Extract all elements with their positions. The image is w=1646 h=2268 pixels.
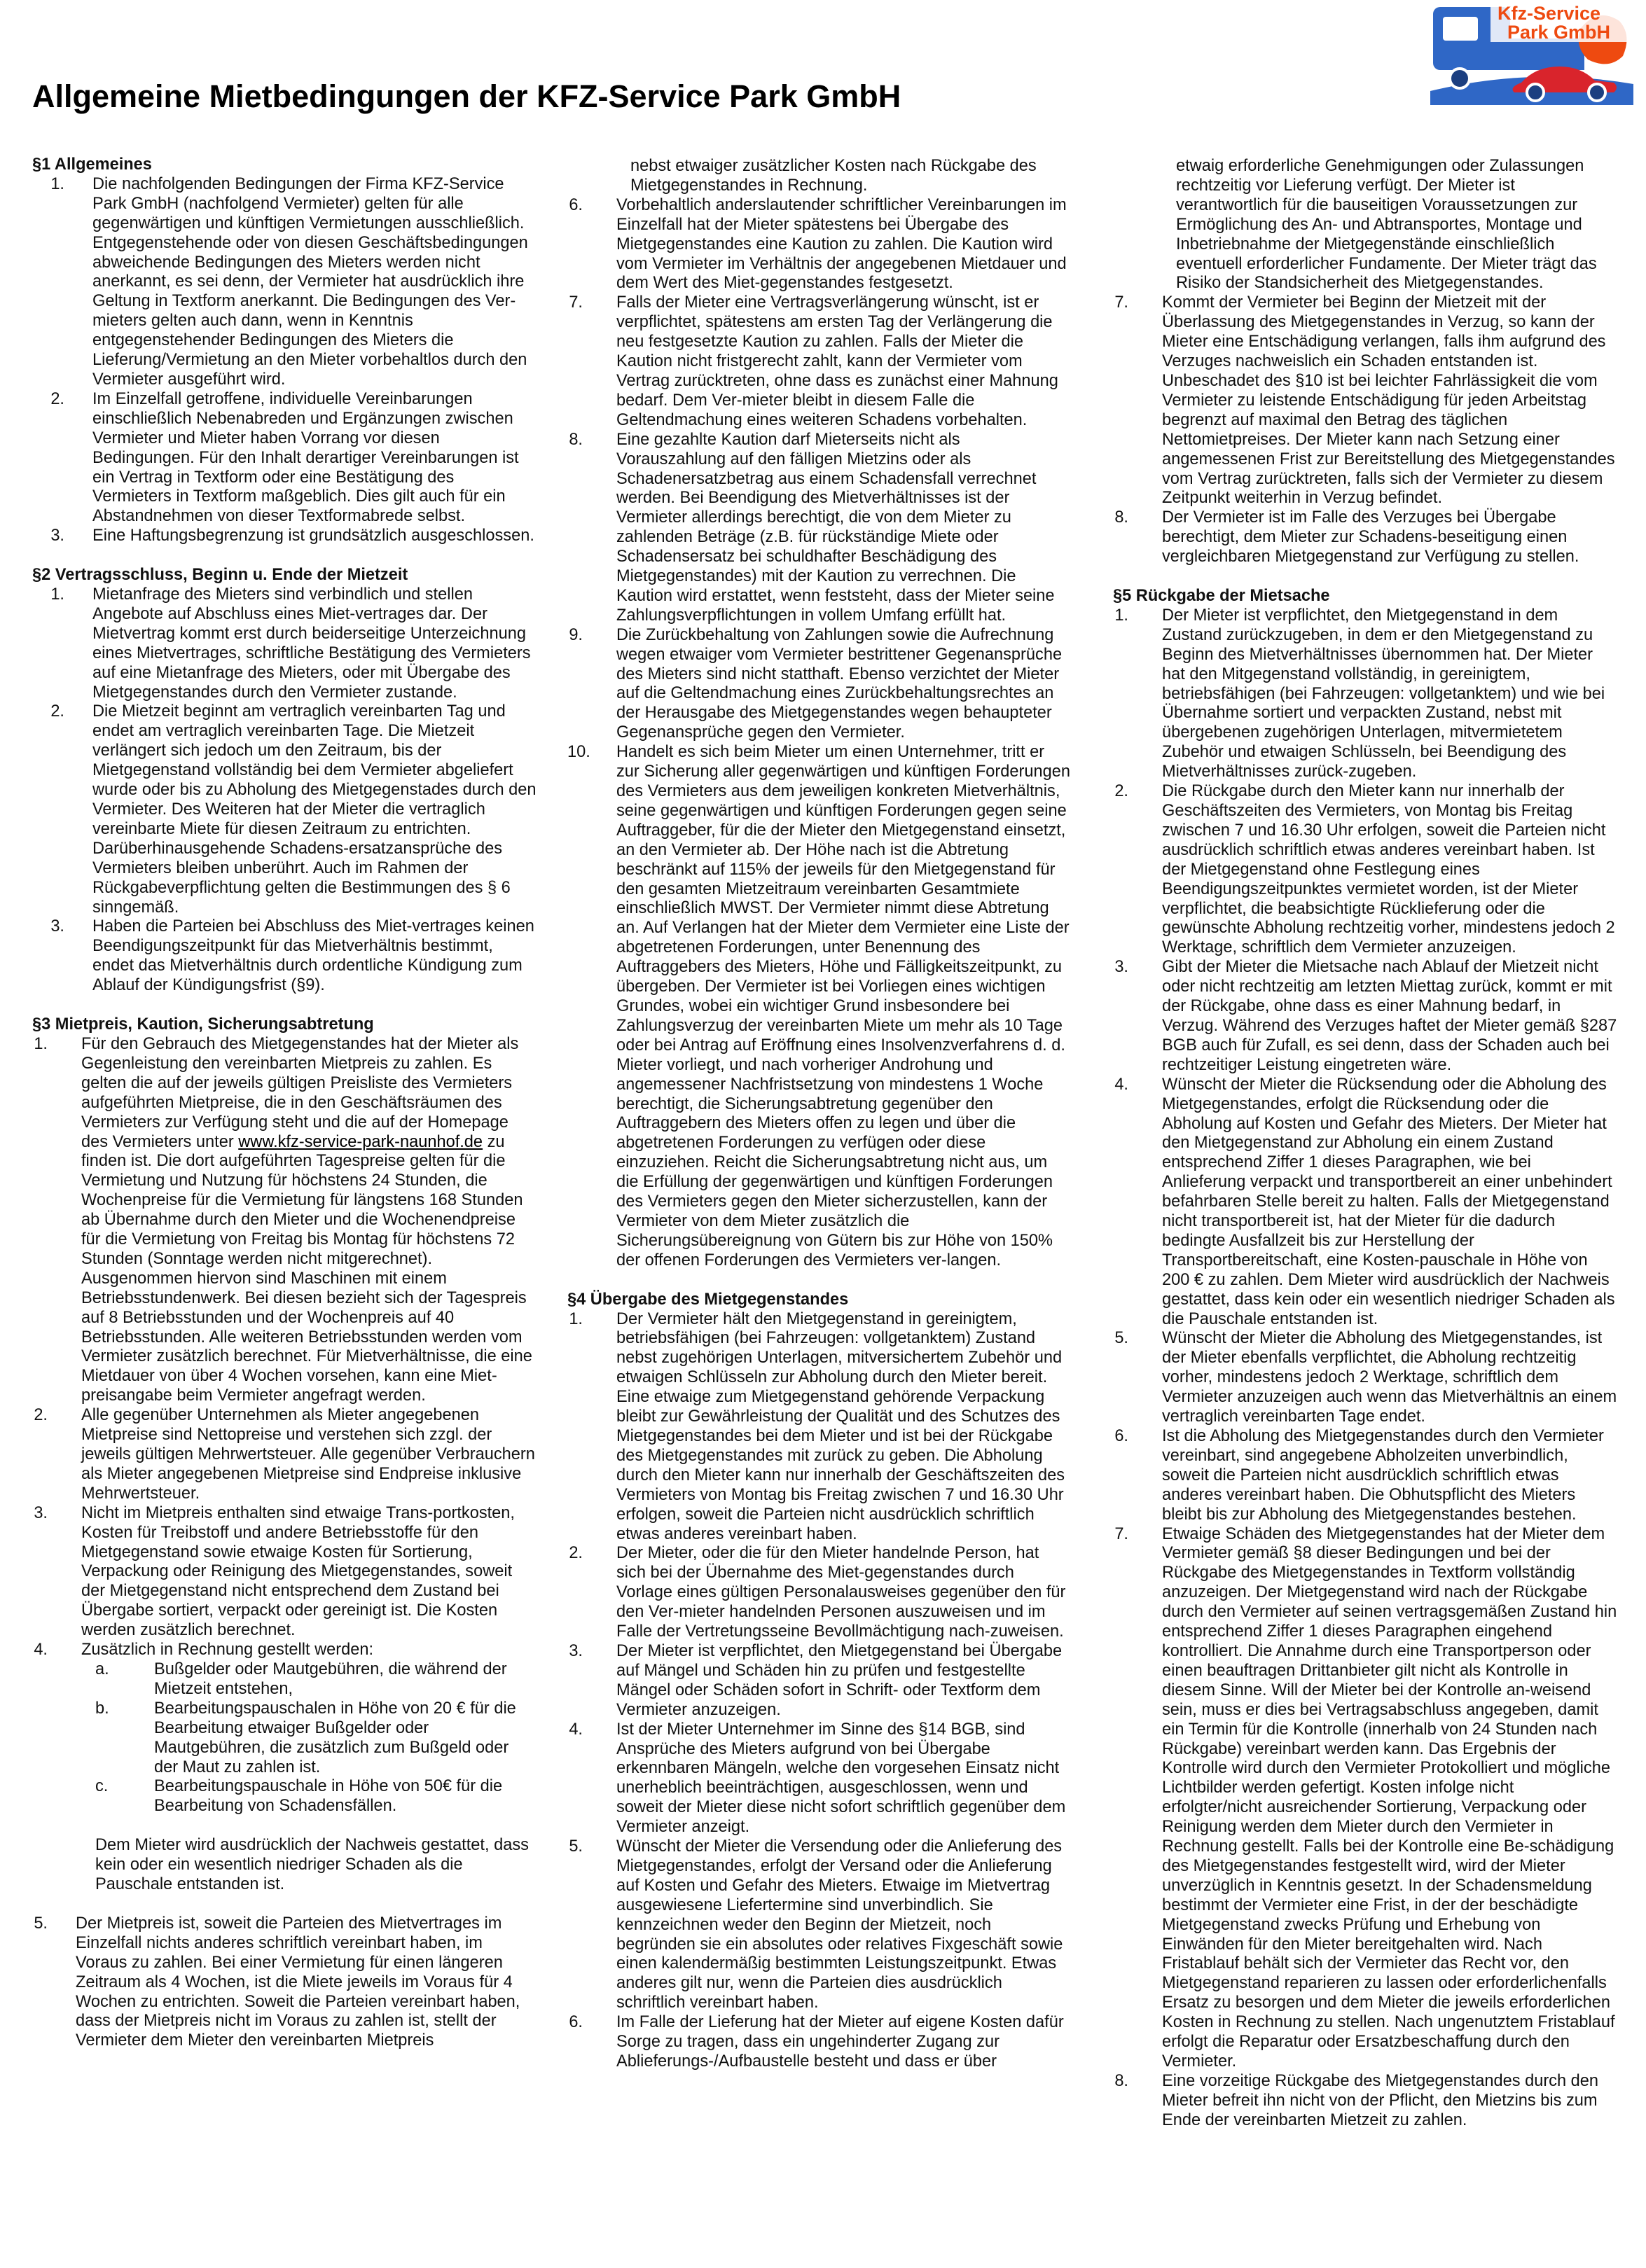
item-text: Die Rückgabe durch den Mieter kann nur innerhalb der Geschäftszeiten des Vermieters, von Montag bis Freitag zwischen 7 und 16.30 Uhr erfolgen, soweit die Parteien nicht ausdrücklich schriftlich etwas anderes vereinbart haben. Ist der Mietgegenstand ohne Festlegung eines Beendigungszeitpunktes vermietet worden, ist der Mieter verpflichtet, die beabsichtigte Rücklieferung oder die gewünschte Abholung rechtzeitig vorher, mindestens jedoch 2 Werktage, schriftlich dem Vermieter anzuzeigen. [1162, 782, 1615, 957]
item-number: 1. [569, 1309, 583, 1328]
section-3-item-5 [32, 1914, 537, 2051]
section-3-item-3 [32, 1504, 537, 1641]
item-number: 6. [569, 195, 583, 214]
item-number: 8. [1114, 508, 1128, 527]
item-text: Die Mietzeit beginnt am vertraglich vereinbarten Tag und endet am vertraglich vereinbarten Tage. Die Mietzeit verlängert sich jedoch um den Zeitraum, bis der Mietgegenstand vollständig bei dem Vermieter abgeliefert wurde oder bis zu Abholung des Mietgegenstades durch den Vermieter. Des Weiteren hat der Mieter die vertraglich vereinbarte Miete für diesen Zeitraum zu entrichten. Darüberhinausgehende Schadens-ersatzansprüche des Vermieters bleiben unberührt. Auch im Rahmen der Rückgabeverpflichtung gelten die Bestimmungen des § 6 sinngemäß. [92, 702, 537, 917]
item-number: 3. [50, 917, 64, 936]
section-5-item-1 [1113, 606, 1617, 782]
section-4-item-1 [567, 1310, 1072, 1545]
item-number: 5. [34, 1914, 48, 1933]
spacer [567, 1271, 1072, 1290]
item-text: Falls der Mieter eine Vertragsverlängerung wünscht, ist er verpflichtet, spätestens am ersten Tag der Verlängerung die neu festgesetzte Kaution zu zahlen. Falls der Mieter die Kaution nicht fristgerecht zahlt, kann der Vermieter vom Vertrag zurücktreten, ohne dass es zunächst einer Mahnung bedarf. Dem Ver-mieter bleibt in diesem Falle die Geltendmachung eines weiteren Schadens vorbehalten. [616, 293, 1058, 429]
section-3-item-4 [32, 1641, 537, 1660]
item-text: Zusätzlich in Rechnung gestellt werden: [81, 1641, 374, 1660]
item-number: 4. [34, 1641, 48, 1660]
sub-item-letter: b. [95, 1699, 109, 1718]
item-number: 1. [50, 585, 64, 604]
item-number: 3. [1114, 958, 1128, 977]
item-text: Der Vermieter hält den Mietgegenstand in gereinigtem, betriebsfähigen (bei Fahrzeugen: vollgetanktem) Zustand nebst zugehörigen Unterlagen, mitversichertem Zubehör und etwaigen Schlüsseln zur Abholung durch den Mieter bereit. Eine etwaige zum Mietgegenstand gehörende Verpackung bleibt zur Gewährleistung der Qualität und des Schutzes des Mietgegenstandes bei dem Mieter und ist bei der Rückgabe des Mietgegenstandes mit zurück zu geben. Die Abholung durch den Mieter kann nur innerhalb der Geschäftszeiten des Vermieters von Montag bis Freitag zwischen 7 und 16.30 Uhr erfolgen, soweit die Parteien nicht ausdrücklich schriftlich etwas anderes vereinbart haben. [616, 1309, 1065, 1543]
section-5-item-5 [1113, 1329, 1617, 1427]
item-number: 9. [569, 625, 583, 644]
section-4-item-4 [567, 1720, 1072, 1837]
column-3 [1113, 157, 1617, 2131]
section-3-item-5-continued: nebst etwaiger zusätzlicher Kosten nach Rückgabe des Mietgegenstandes in Rechnung. [630, 157, 1037, 195]
item-number: 4. [569, 1720, 583, 1739]
logo-text-line2: Park GmbH [1507, 22, 1611, 43]
spacer [32, 546, 537, 566]
sub-item-text: Bußgelder oder Mautgebühren, die während der Mietzeit entstehen, [154, 1660, 507, 1698]
item-number: 8. [569, 430, 583, 449]
item-text: Der Mieter ist verpflichtet, den Mietgegenstand in dem Zustand zurückzugeben, in dem er den Mietgegenstand zu Beginn des Mietverhältnisses übernommen hat. Der Mieter hat den Mitgegenstand vollständig, in gereinigtem, betriebsfähigen (bei Fahrzeugen: vollgetanktem) und wie bei Übernahme sortiert und verpackten Zustand, nebst mit übergebenen zugehörigen Unterlagen, mitvermietetem Zubehör und etwaigen Schlüsseln, bei Beendigung des Mietverhältnisses zurück-zugeben. [1162, 606, 1605, 781]
section-5-item-4 [1113, 1076, 1617, 1330]
item-number: 6. [569, 2013, 583, 2032]
item-text-part-1: Für den Gebrauch des Mietgegenstandes hat der Mieter als Gegenleistung den vereinbarten Mietpreis zu zahlen. Es gelten die auf der jeweils gültigen Preisliste des Vermieters aufgeführten Mietpreise, die in den Geschäftsräumen des Vermieters zur Verfügung steht und die auf der Homepage des Vermieters unter [81, 1034, 519, 1151]
section-4 [567, 1290, 1072, 2072]
item-number: 6. [1114, 1427, 1128, 1445]
section-3-item-2 [32, 1406, 537, 1504]
spacer [32, 996, 537, 1015]
section-4-item-2 [567, 1544, 1072, 1642]
logo-wheel-1 [1450, 69, 1469, 88]
item-text: Ist der Mieter Unternehmer im Sinne des §14 BGB, sind Ansprüche des Mieters aufgrund von bei Übergabe erkennbaren Mängeln, welche den vorgesehen Einsatz nicht unerheblich beeinträchtigen, ausgeschlossen, wenn und soweit der Mieter diese nicht sofort schriftlich gegenüber dem Vermieter anzeigt. [616, 1720, 1066, 1837]
section-5-heading: §5 Rückgabe der Mietsache [1113, 587, 1330, 606]
section-3-item-6 [567, 196, 1072, 294]
item-number: 10. [567, 743, 590, 762]
item-number: 4. [1114, 1075, 1128, 1094]
spacer [32, 1816, 537, 1836]
section-3-item-1 [32, 1035, 537, 1406]
item-number: 7. [569, 293, 583, 312]
section-4-item-8 [1113, 508, 1617, 567]
item-text: Handelt es sich beim Mieter um einen Unternehmer, tritt er zur Sicherung aller gegenwärtigen und künftigen Forderungen des Vermieters aus dem jeweiligen konkreten Mietverhältnis, seine gegenwärtigen und künftigen Forderungen gegen seine Auftraggeber, für die der Mieter den Mietgegenstand einsetzt, an den Vermieter ab. Der Höhe nach ist die Abtretung beschränkt auf 115% der jeweils für den Mietgegenstand für den gesamten Mietzeitraum vereinbarten Gesamtmiete einschließlich MWST. Der Vermieter nimmt diese Abtretung an. Auf Verlangen hat der Mieter dem Vermieter eine Liste der abgetretenen Forderungen, unter Benennung des Auftraggebers des Mieters, Höhe und Fälligkeitszeitpunkt, zu übergeben. Der Vermieter ist bei Vorliegen eines wichtigen Grundes, wobei ein wichtiger Grund insbesondere bei Zahlungsverzug der vereinbarten Miete um mehr als 10 Tage oder bei Antrag auf Eröffnung eines Insolvenzverfahrens d. d. Mieter vorliegt, und nach vorheriger Androhung und angemessener Nachfristsetzung von mindestens 1 Woche berechtigt, die Sicherungsabtretung gegenüber den Auftraggebern des Mieters offen zu legen und über die abgetretenen Forderungen zu verfügen oder diese einzuziehen. Reicht die Sicherungsabtretung nicht aus, um die Erfüllung der gegenwärtigen und künftigen Forderungen des Vermieters gegen den Mieter sicherzustellen, kann der Vermieter von dem Mieter zusätzlich die Sicherungsübereignung von Gütern bis zur Höhe von 150% der offenen Forderungen des Vermieters ver-langen. [616, 743, 1070, 1269]
section-2 [32, 566, 537, 996]
section-1-item-2 [32, 390, 537, 527]
section-3-item-4-a [32, 1660, 537, 1699]
item-number: 2. [569, 1544, 583, 1563]
section-5-item-7 [1113, 1525, 1617, 2072]
item-number: 8. [1114, 2071, 1128, 2090]
item-text: Im Einzelfall getroffene, individuelle Vereinbarungen einschließlich Nebenabreden und Ergänzungen zwischen Vermieter und Mieter haben Vorrang vor diesen Bedingungen. Für den Inhalt derartiger Vereinbarungen ist ein Vertrag in Textform oder eine Bestätigung des Vermieters in Textform maßgeblich. Dies gilt auch für ein Abstandnehmen von dieser Textformabrede selbst. [92, 389, 519, 526]
item-number: 2. [50, 389, 64, 408]
item-text: Wünscht der Mieter die Versendung oder die Anlieferung des Mietgegenstandes, erfolgt der Versand oder die Anlieferung auf Kosten und Gefahr des Mieters. Etwaige im Mietvertrag ausgewiesene Liefertermine sind unverbindlich. Sie kennzeichnen weder den Beginn der Mietzeit, noch begründen sie ein absolutes oder relatives Fixgeschäft sowie einen kalendermäßig bestimmten Leistungszeitpunkt. Etwas anderes gilt nur, wenn die Parteien dies ausdrücklich schriftlich vereinbart haben. [616, 1837, 1063, 2012]
item-number: 2. [1114, 782, 1128, 801]
logo-wheel-2 [1527, 84, 1544, 101]
spacer [32, 1895, 537, 1914]
item-number: 1. [34, 1034, 48, 1053]
sub-item-text: Bearbeitungspauschale in Höhe von 50€ für die Bearbeitung von Schadensfällen. [154, 1777, 503, 1816]
section-4-heading: §4 Übergabe des Mietgegenstandes [567, 1290, 849, 1309]
item-text: Wünscht der Mieter die Rücksendung oder die Abholung des Mietgegenstandes, erfolgt die Rücksendung oder die Abholung auf Kosten und Gefahr des Mieters. Der Mieter hat den Mietgegenstand zur Abholung ein einem Zustand entsprechend Ziffer 1 dieses Paragraphen, wie bei Anlieferung verpackt und transportbereit an einer unbehindert befahrbaren Stelle bereit zu halten. Falls der Mietgegenstand nicht transportbereit ist, hat der Mieter für die dadurch bedingte Ausfallzeit bis zur Herstellung der Transportbereitschaft, eine Kosten-pauschale in Höhe von 200 € zu zahlen. Dem Mieter wird ausdrücklich der Nachweis gestattet, dass kein oder ein wesentlich niedriger Schaden als die Pauschale entstanden ist. [1162, 1075, 1615, 1328]
item-number: 5. [569, 1837, 583, 1856]
section-1 [32, 155, 537, 546]
item-text: Nicht im Mietpreis enthalten sind etwaige Trans-portkosten, Kosten für Treibstoff und andere Betriebsstoffe für den Mietgegenstand sowie etwaige Kosten für Sortierung, Verpackung oder Reinigung des Mietgegenstandes, soweit der Mietgegenstand nicht entsprechend dem Zustand bei Übergabe sortiert, verpackt oder gereinigt ist. Die Kosten werden zusätzlich berechnet. [81, 1503, 515, 1640]
logo-text-line1: Kfz-Service [1498, 3, 1601, 24]
item-number: 5. [1114, 1329, 1128, 1348]
item-text-part-2: zu finden ist. Die dort aufgeführten Tagespreise gelten für die Vermietung und Nutzung für höchstens 24 Stunden, die Wochenpreise für die Vermietung für längstens 168 Stunden ab Übernahme durch den Mieter und die Wochenendpreise für die Vermietung von Freitag bis Montag für höchstens 72 Stunden (Sonntage werden nicht mitgerechnet). Ausgenommen hiervon sind Maschinen mit einem Betriebsstundenwerk. Bei diesen bezieht sich der Tagespreis auf 8 Betriebsstunden und der Wochenpreis auf 40 Betriebsstunden. Alle weiteren Betriebsstunden werden vom Vermieter zusätzlich berechnet. Für Mietverhältnisse, die eine Mietdauer von über 4 Wochen vorsehen, kann eine Miet-preisangabe beim Vermieter angefragt werden. [81, 1132, 532, 1405]
item-text: Im Falle der Lieferung hat der Mieter auf eigene Kosten dafür Sorge zu tragen, dass ein ungehinderter Zugang zur Ablieferungs-/Aufbaustelle besteht und dass er über [616, 2013, 1064, 2071]
column-2 [567, 157, 1072, 2072]
section-3 [32, 1015, 537, 2051]
section-5 [1113, 587, 1617, 2131]
section-3-item-7 [567, 293, 1072, 430]
item-text: Mietanfrage des Mieters sind verbindlich und stellen Angebote auf Abschluss eines Miet-vertrages dar. Der Mietvertrag kommt erst durch beiderseitige Unterzeichnung eines Mietvertrages, schriftliche Bestätigung des Vermieters auf eine Mietanfrage des Mieters, oder mit Übergabe des Mietgegenstandes durch den Vermieter zustande. [92, 585, 531, 702]
item-text: Wünscht der Mieter die Abholung des Mietgegenstandes, ist der Mieter ebenfalls verpflichtet, die Abholung rechtzeitig vorher, mindestens jedoch 2 Werktage, schriftlich dem Vermieter anzuzeigen auch wenn das Mietverhältnis an einem vertraglich vereinbarten Tage endet. [1162, 1329, 1617, 1426]
section-4-item-5 [567, 1837, 1072, 2013]
item-number: 7. [1114, 293, 1128, 312]
section-2-item-1 [32, 585, 537, 702]
section-3-heading: §3 Mietpreis, Kaution, Sicherungsabtretung [32, 1015, 374, 1034]
item-number: 7. [1114, 1524, 1128, 1543]
item-text: Die Zurückbehaltung von Zahlungen sowie die Aufrechnung wegen etwaiger vom Vermieter bestrittener Gegenansprüche des Mieters sind nicht statthaft. Ebenso verzichtet der Mieter auf die Geltendmachung eines Zurückbehaltungsrechtes an der Herausgabe des Mietgegenstandes wegen behaupteter Gegenansprüche gegen den Vermieter. [616, 625, 1063, 742]
sub-item-text: Bearbeitungspauschalen in Höhe von 20 € für die Bearbeitung etwaiger Bußgelder oder Mautgebühren, die zusätzlich zum Bußgeld oder der Maut zu zahlen ist. [154, 1699, 516, 1776]
item-number: 3. [569, 1641, 583, 1660]
company-logo [1430, 0, 1633, 105]
item-number: 3. [34, 1503, 48, 1522]
item-text: Vorbehaltlich anderslautender schriftlicher Vereinbarungen im Einzelfall hat der Mieter spätestens bei Übergabe des Mietgegenstandes eine Kaution zu zahlen. Die Kaution wird vom Vermieter im Verhältnis der angegebenen Mietdauer und dem Wert des Miet-gegenstandes festgesetzt. [616, 195, 1067, 293]
item-number: 2. [50, 702, 64, 721]
item-text: Gibt der Mieter die Mietsache nach Ablauf der Mietzeit nicht oder nicht rechtzeitig am letzten Miettag zurück, kommt er mit der Rückgabe, ohne dass es einer Mahnung bedarf, in Verzug. Während des Verzuges haftet der Mieter gemäß §287 BGB auch für Zufall, es sei denn, dass der Schaden auch bei rechtzeitiger Leistung eingetreten wäre. [1162, 958, 1617, 1074]
section-2-item-3 [32, 917, 537, 996]
section-5-item-3 [1113, 958, 1617, 1075]
section-2-heading: §2 Vertragsschluss, Beginn u. Ende der Mietzeit [32, 566, 408, 585]
item-number: 1. [1114, 606, 1128, 625]
item-text: Ist die Abholung des Mietgegenstandes durch den Vermieter vereinbart, sind angegebene Abholzeiten unverbindlich, soweit die Parteien nicht ausdrücklich schriftlich etwas anderes vereinbart haben. Die Obhutspflicht des Mieters bleibt bis zur Abholung des Mietgegenstandes bestehen. [1162, 1427, 1604, 1524]
section-4-item-7 [1113, 293, 1617, 508]
section-3-item-4-c [32, 1777, 537, 1816]
item-text: Kommt der Vermieter bei Beginn der Mietzeit mit der Überlassung des Mietgegenstandes in Verzug, so kann der Mieter eine Entschädigung verlangen, falls ihm aufgrund des Verzuges nachweislich ein Schaden entstanden ist. Unbeschadet des §10 ist bei leichter Fahrlässigkeit die vom Vermieter zu leistende Entschädigung für jeden Arbeitstag begrenzt auf maximal den Betrag des täglichen Nettomietpreises. Der Mieter kann nach Setzung einer angemessenen Frist zur Bereitstellung des Mietgegenstandes vom Vertrag zurücktreten, falls sich der Vermieter zu diesem Zeitpunkt weiterhin in Verzug befindet. [1162, 293, 1615, 508]
item-text: Eine Haftungsbegrenzung ist grundsätzlich ausgeschlossen. [92, 527, 534, 545]
column-1 [32, 155, 537, 2051]
logo-truck-window [1443, 17, 1478, 41]
section-3-item-9 [567, 626, 1072, 743]
homepage-link[interactable]: www.kfz-service-park-naunhof.de [238, 1132, 483, 1151]
section-1-item-3 [32, 527, 537, 546]
item-text [81, 1035, 537, 1406]
document-title: Allgemeine Mietbedingungen der KFZ-Service Park GmbH [32, 78, 901, 114]
logo-truck-bed [1500, 39, 1584, 70]
section-4-item-6-continued: etwaig erforderliche Genehmigungen oder Zulassungen rechtzeitig vor Lieferung verfügt. Der Mieter ist verantwortlich für die bauseitigen Voraussetzungen zur Ermöglichung des An- und Abtransportes, Montage und Inbetriebnahme der Mietgegenstände einschließlich eventuell erforderlicher Fundamente. Der Mieter trägt das Risiko der Standsicherheit des Mietgegenstandes. [1176, 157, 1597, 293]
item-text: Der Mietpreis ist, soweit die Parteien des Mietvertrages im Einzelfall nichts anderes schriftlich vereinbart haben, im Voraus zu zahlen. Bei einer Vermietung für einen längeren Zeitraum als 4 Wochen, ist die Miete jeweils im Voraus für 4 Wochen zu entrichten. Soweit die Parteien vereinbart haben, dass der Mietpreis nicht im Voraus zu zahlen ist, stellt der Vermieter dem Mieter den vereinbarten Mietpreis [76, 1914, 520, 2050]
spacer [1113, 567, 1617, 587]
section-4-item-6 [567, 2013, 1072, 2072]
section-4-item-3 [567, 1642, 1072, 1720]
section-3-item-8 [567, 431, 1072, 626]
section-2-item-2 [32, 702, 537, 917]
item-text: Alle gegenüber Unternehmen als Mieter angegebenen Mietpreise sind Nettopreise und verstehen sich zzgl. der jeweils gültigen Mehrwertsteuer. Alle gegenüber Verbrauchern als Mieter angegebenen Mietpreise sind Endpreise inklusive Mehrwertsteuer. [81, 1406, 535, 1503]
section-3-item-4-b [32, 1699, 537, 1778]
item-number: 1. [50, 174, 64, 193]
item-text: Der Mieter, oder die für den Mieter handelnde Person, hat sich bei der Übernahme des Miet-gegenstandes durch Vorlage eines gültigen Personalausweises gegenüber den für den Ver-mieter handelnden Personen auszuweisen und im Falle der Vertretungsseine Bevollmächtigung nach-zuweisen. [616, 1544, 1066, 1641]
item-text: Haben die Parteien bei Abschluss des Miet-vertrages keinen Beendigungszeitpunkt für das Mietverhältnis bestimmt, endet das Mietverhältnis durch ordentliche Kündigung zum Ablauf der Kündigungsfrist (§9). [92, 917, 534, 995]
section-5-item-6 [1113, 1427, 1617, 1525]
item-text: Die nachfolgenden Bedingungen der Firma KFZ-Service Park GmbH (nachfolgend Vermieter) gelten für alle gegenwärtigen und künftigen Vermietungen ausschließlich. Entgegenstehende oder von diesen Geschäftsbedingungen abweichende Bedingungen des Mieters werden nicht anerkannt, es sei denn, der Vermieter hat ausdrücklich ihre Geltung in Textform anerkannt. Die Bedingungen des Ver-mieters gelten auch dann, wenn in Kenntnis entgegenstehender Bedingungen des Mieters die Lieferung/Vermietung an den Mieter vorbehaltlos durch den Vermieter ausgeführt wird. [92, 174, 528, 389]
section-1-item-1 [32, 175, 537, 390]
item-text: Eine gezahlte Kaution darf Mieterseits nicht als Vorauszahlung auf den fälligen Mietzins oder als Schadenersatzbetrag aus einem Schadensfall verrechnet werden. Bei Beendigung des Mietverhältnisses ist der Vermieter allerdings berechtigt, die von dem Mieter zu zahlenden Beträge (z.B. für rückständige Miete oder Schadensersatz bei schuldhafter Beschädigung des Mietgegenstandes) mit der Kaution zu verrechnen. Die Kaution wird erstattet, wenn feststeht, dass der Mieter seine Zahlungsverpflichtungen in vollem Umfang erfüllt hat. [616, 430, 1055, 625]
item-text: Der Mieter ist verpflichtet, den Mietgegenstand bei Übergabe auf Mängel und Schäden hin zu prüfen und festgestellte Mängel oder Schäden sofort in Schrift- oder Textform dem Vermieter anzuzeigen. [616, 1641, 1063, 1719]
logo-wheel-3 [1589, 84, 1605, 101]
item-number: 3. [50, 527, 64, 545]
sub-item-letter: c. [95, 1777, 109, 1796]
item-text: Der Vermieter ist im Falle des Verzuges bei Übergabe berechtigt, dem Mieter zur Schadens-beseitigung einen vergleichbaren Mietgegenstand zur Verfügung zu stellen. [1162, 508, 1579, 566]
item-text: Eine vorzeitige Rückgabe des Mietgegenstandes durch den Mieter befreit ihn nicht von der Pflicht, den Mietzins bis zum Ende der vereinbarten Mietzeit zu zahlen. [1162, 2071, 1599, 2129]
section-3-item-10 [567, 743, 1072, 1270]
item-number: 2. [34, 1406, 48, 1425]
section-1-heading: §1 Allgemeines [32, 155, 152, 174]
section-3-item-4-note: Dem Mieter wird ausdrücklich der Nachweis gestattet, dass kein oder ein wesentlich niedriger Schaden als die Pauschale entstanden ist. [95, 1836, 529, 1894]
section-5-item-8 [1113, 2072, 1617, 2131]
sub-item-letter: a. [95, 1660, 109, 1678]
item-text: Etwaige Schäden des Mietgegenstandes hat der Mieter dem Vermieter gemäß §8 dieser Bedingungen und bei der Rückgabe des Mietgegenstandes in Textform vollständig anzuzeigen. Der Mietgegenstand wird nach der Rückgabe durch den Vermieter auf seinen vertragsgemäßen Zustand hin entsprechend Ziffer 1 dieses Paragraphen eingehend kontrolliert. Die Annahme durch eine Transportperson oder einen beauftragen Drittanbieter gilt nicht als Kontrolle in diesem Sinne. Will der Mieter bei der Kontrolle an-weisend sein, muss er dies bei Vertragsabschluss angegeben, damit ein Termin für die Kontrolle (innerhalb von 24 Stunden nach Rückgabe) vereinbart werden kann. Das Ergebnis der Kontrolle wird durch den Vermieter Protokolliert und mögliche Lichtbilder werden gefertigt. Kosten infolge nicht erfolgter/nicht ausreichender Sortierung, Verpackung oder Reinigung werden dem Mieter durch den Vermieter in Rechnung gestellt. Falls bei der Kontrolle eine Be-schädigung des Mietgegenstandes festgestellt wird, wird der Mieter unverzüglich in Kenntnis gesetzt. In der Schadensmeldung bestimmt der Vermieter eine Frist, in der der beschädigte Mietgegenstand zwecks Prüfung und Erhebung von Einwänden für den Mieter bereitgehalten wird. Nach Fristablauf behält sich der Vermieter das Recht vor, den Mietgegenstand reparieren zu lassen oder erforderlichenfalls Ersatz zu besorgen und dem Mieter die jeweils erforderlichen Kosten in Rechnung zu stellen. Nach ungenutztem Fristablauf erfolgt die Reparatur oder Ersatzbeschaffung durch den Vermieter. [1162, 1524, 1617, 2071]
section-5-item-2 [1113, 782, 1617, 958]
